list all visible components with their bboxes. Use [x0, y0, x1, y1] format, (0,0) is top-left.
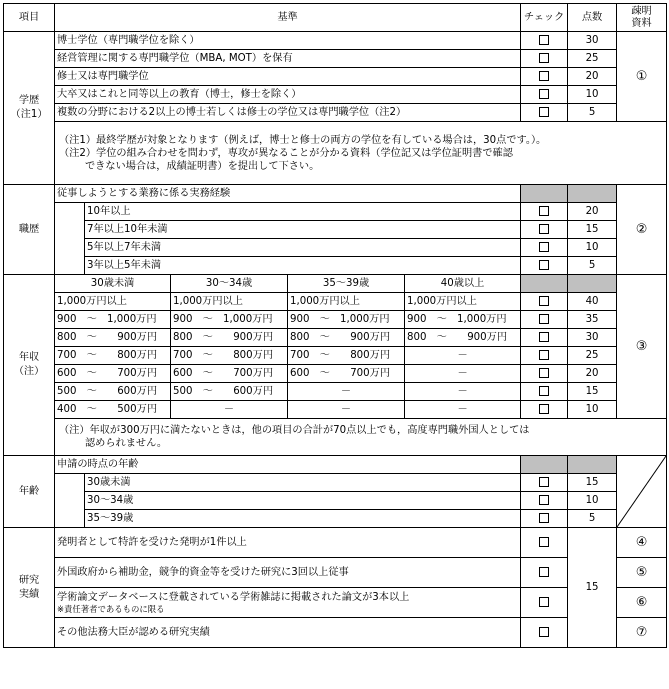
education-note-row: [4, 122, 667, 185]
education-label-line1: 学歴: [18, 95, 40, 106]
education-item: 博士学位（専門職学位を除く）: [55, 32, 521, 50]
career-item: 3年以上5年未満: [85, 257, 521, 275]
income-cell: 900 ～ 1,000万円: [405, 311, 521, 329]
checkbox-icon[interactable]: [539, 107, 549, 117]
income-cell: 800 ～ 900万円: [288, 329, 405, 347]
checkbox-icon[interactable]: [539, 537, 549, 547]
income-age-header: 40歳以上: [405, 275, 521, 293]
income-checkbox[interactable]: [521, 383, 568, 401]
education-points: 5: [568, 104, 617, 122]
income-cell: 900 ～ 1,000万円: [288, 311, 405, 329]
research-checkbox[interactable]: [521, 528, 568, 558]
career-proof: ②: [617, 185, 667, 275]
income-cell: －: [405, 365, 521, 383]
checkbox-icon[interactable]: [539, 71, 549, 81]
age-gray-points: [568, 456, 617, 474]
income-age-header: 35～39歳: [288, 275, 405, 293]
age-item: 30～34歳: [85, 492, 521, 510]
career-label: 職歴: [4, 185, 55, 275]
income-cell: 900 ～ 1,000万円: [171, 311, 288, 329]
income-age-header-row: [4, 275, 667, 293]
income-cell: 1,000万円以上: [171, 293, 288, 311]
income-checkbox[interactable]: [521, 347, 568, 365]
income-cell: 600 ～ 700万円: [288, 365, 405, 383]
header-check: チェック: [521, 4, 568, 32]
research-proof: ⑥: [617, 588, 667, 618]
checkbox-icon[interactable]: [539, 477, 549, 487]
research-checkbox[interactable]: [521, 588, 568, 618]
income-cell: 700 ～ 800万円: [288, 347, 405, 365]
checkbox-icon[interactable]: [539, 597, 549, 607]
income-cell: 600 ～ 700万円: [171, 365, 288, 383]
income-proof: ③: [617, 275, 667, 419]
income-cell: 800 ～ 900万円: [405, 329, 521, 347]
checkbox-icon[interactable]: [539, 296, 549, 306]
checkbox-icon[interactable]: [539, 35, 549, 45]
career-heading: 従事しようとする業務に係る実務経験: [55, 185, 521, 203]
income-checkbox[interactable]: [521, 293, 568, 311]
age-item: 35～39歳: [85, 510, 521, 528]
income-cell: 900 ～ 1,000万円: [55, 311, 171, 329]
research-row: [4, 528, 667, 558]
indent-spacer: [55, 492, 85, 510]
education-points: 20: [568, 68, 617, 86]
header-points: 点数: [568, 4, 617, 32]
income-cell: 600 ～ 700万円: [55, 365, 171, 383]
income-note-line2: 認められません。: [85, 438, 168, 449]
career-row: [4, 221, 667, 239]
income-points: 30: [568, 329, 617, 347]
checkbox-icon[interactable]: [539, 404, 549, 414]
income-row: [4, 347, 667, 365]
income-gray-points: [568, 275, 617, 293]
income-checkbox[interactable]: [521, 311, 568, 329]
checkbox-icon[interactable]: [539, 53, 549, 63]
education-note-line1: （注1）最終学歴が対象となります（例えば，博士と修士の両方の学位を有している場合は，30点です。）。: [59, 134, 547, 146]
checkbox-icon[interactable]: [539, 89, 549, 99]
income-row: [4, 383, 667, 401]
research-proof: ④: [617, 528, 667, 558]
career-points: 5: [568, 257, 617, 275]
income-cell: 500 ～ 600万円: [55, 383, 171, 401]
research-label: [4, 528, 55, 648]
age-row: [4, 474, 667, 492]
career-item: 10年以上: [85, 203, 521, 221]
income-label-line2: （注）: [13, 366, 45, 377]
checkbox-icon[interactable]: [539, 242, 549, 252]
income-row: [4, 293, 667, 311]
income-points: 40: [568, 293, 617, 311]
research-item: 学術論文データベースに登載されている学術雑誌に掲載された論文が3本以上: [57, 591, 410, 603]
income-row: [4, 311, 667, 329]
age-row: [4, 492, 667, 510]
education-note-line3: できない場合は，成績証明書）を提出して下さい。: [85, 160, 320, 172]
research-item-cell: [55, 588, 521, 618]
education-row: [4, 32, 667, 50]
income-cell: 700 ～ 800万円: [55, 347, 171, 365]
career-gray-points: [568, 185, 617, 203]
income-label-line1: 年収: [18, 352, 40, 363]
income-checkbox[interactable]: [521, 401, 568, 419]
income-checkbox[interactable]: [521, 329, 568, 347]
career-heading-row: [4, 185, 667, 203]
research-label-line2: 実績: [18, 588, 40, 600]
indent-spacer: [55, 510, 85, 528]
table-header: [4, 4, 667, 32]
age-label: 年齢: [4, 456, 55, 528]
checkbox-icon[interactable]: [539, 260, 549, 270]
header-criteria: 基準: [55, 4, 521, 32]
income-note-row: [4, 419, 667, 456]
research-item-note: ※責任著者であるものに限る: [57, 603, 165, 614]
age-checkbox[interactable]: [521, 474, 568, 492]
age-row: [4, 510, 667, 528]
checkbox-icon[interactable]: [539, 368, 549, 378]
indent-spacer: [55, 257, 85, 275]
research-label-line1: 研究: [18, 574, 40, 586]
education-checkbox[interactable]: [521, 86, 568, 104]
indent-spacer: [55, 239, 85, 257]
education-note-line2: （注2）学位の組み合わせを問わず，専攻が異なることが分かる資料（学位記又は学位証明書で確認: [59, 147, 513, 159]
education-checkbox[interactable]: [521, 50, 568, 68]
checkbox-icon[interactable]: [539, 206, 549, 216]
age-proof-diagonal: [617, 456, 667, 528]
education-row: [4, 86, 667, 104]
education-item: 大卒又はこれと同等以上の教育（博士，修士を除く）: [55, 86, 521, 104]
education-checkbox[interactable]: [521, 104, 568, 122]
research-proof: ⑤: [617, 558, 667, 588]
income-row: [4, 365, 667, 383]
income-gray-check: [521, 275, 568, 293]
income-cell: －: [405, 383, 521, 401]
education-proof: ①: [617, 32, 667, 122]
income-cell: －: [288, 383, 405, 401]
indent-spacer: [55, 221, 85, 239]
education-checkbox[interactable]: [521, 32, 568, 50]
career-gray-check: [521, 185, 568, 203]
income-row: [4, 329, 667, 347]
education-label: [4, 32, 55, 185]
career-checkbox[interactable]: [521, 257, 568, 275]
education-points: 30: [568, 32, 617, 50]
checkbox-icon[interactable]: [539, 224, 549, 234]
career-points: 15: [568, 221, 617, 239]
education-item: 複数の分野における2以上の博士若しくは修士の学位又は専門職学位（注2）: [55, 104, 521, 122]
points-table: [3, 3, 667, 648]
indent-spacer: [55, 203, 85, 221]
education-label-line2: （注1）: [10, 109, 48, 120]
education-row: [4, 50, 667, 68]
checkbox-icon[interactable]: [539, 350, 549, 360]
age-heading-row: [4, 456, 667, 474]
income-cell: 800 ～ 900万円: [171, 329, 288, 347]
research-item: 発明者として特許を受けた発明が1件以上: [55, 528, 521, 558]
income-points: 10: [568, 401, 617, 419]
header-proof: [617, 4, 667, 32]
education-row: [4, 68, 667, 86]
age-checkbox[interactable]: [521, 510, 568, 528]
checkbox-icon[interactable]: [539, 495, 549, 505]
checkbox-icon[interactable]: [539, 513, 549, 523]
income-age-header: 30歳未満: [55, 275, 171, 293]
education-points: 25: [568, 50, 617, 68]
education-points: 10: [568, 86, 617, 104]
income-cell: 400 ～ 500万円: [55, 401, 171, 419]
research-row: [4, 588, 667, 618]
income-label: [4, 275, 55, 456]
checkbox-icon[interactable]: [539, 567, 549, 577]
income-cell: 1,000万円以上: [288, 293, 405, 311]
indent-spacer: [55, 474, 85, 492]
income-points: 25: [568, 347, 617, 365]
checkbox-icon[interactable]: [539, 314, 549, 324]
income-checkbox[interactable]: [521, 365, 568, 383]
career-checkbox[interactable]: [521, 239, 568, 257]
income-row: [4, 401, 667, 419]
header-proof-line1: 疎明: [631, 5, 652, 17]
checkbox-icon[interactable]: [539, 386, 549, 396]
income-points: 15: [568, 383, 617, 401]
income-points: 35: [568, 311, 617, 329]
income-cell: －: [405, 347, 521, 365]
career-row: [4, 239, 667, 257]
education-row: [4, 104, 667, 122]
career-checkbox[interactable]: [521, 203, 568, 221]
age-checkbox[interactable]: [521, 492, 568, 510]
income-note: [55, 419, 667, 456]
education-item: 修士又は専門職学位: [55, 68, 521, 86]
career-row: [4, 257, 667, 275]
age-gray-check: [521, 456, 568, 474]
education-note: [55, 122, 667, 185]
age-points: 10: [568, 492, 617, 510]
checkbox-icon[interactable]: [539, 627, 549, 637]
research-row: [4, 558, 667, 588]
income-cell: －: [171, 401, 288, 419]
research-checkbox[interactable]: [521, 618, 568, 648]
career-checkbox[interactable]: [521, 221, 568, 239]
income-cell: －: [405, 401, 521, 419]
education-item: 経営管理に関する専門職学位（MBA, MOT）を保有: [55, 50, 521, 68]
age-points: 15: [568, 474, 617, 492]
career-row: [4, 203, 667, 221]
age-item: 30歳未満: [85, 474, 521, 492]
income-cell: 700 ～ 800万円: [171, 347, 288, 365]
income-age-header: 30～34歳: [171, 275, 288, 293]
research-proof: ⑦: [617, 618, 667, 648]
income-points: 20: [568, 365, 617, 383]
income-cell: 500 ～ 600万円: [171, 383, 288, 401]
income-cell: 800 ～ 900万円: [55, 329, 171, 347]
career-points: 10: [568, 239, 617, 257]
research-item: その他法務大臣が認める研究実績: [55, 618, 521, 648]
checkbox-icon[interactable]: [539, 332, 549, 342]
diagonal-slash-icon: [617, 456, 666, 527]
education-checkbox[interactable]: [521, 68, 568, 86]
career-item: 5年以上7年未満: [85, 239, 521, 257]
research-item: 外国政府から補助金，競争的資金等を受けた研究に3回以上従事: [55, 558, 521, 588]
career-points: 20: [568, 203, 617, 221]
income-cell: 1,000万円以上: [405, 293, 521, 311]
income-cell: －: [288, 401, 405, 419]
header-item: 項目: [4, 4, 55, 32]
career-item: 7年以上10年未満: [85, 221, 521, 239]
age-heading: 申請の時点の年齢: [55, 456, 521, 474]
research-row: [4, 618, 667, 648]
income-cell: 1,000万円以上: [55, 293, 171, 311]
age-points: 5: [568, 510, 617, 528]
income-note-line1: （注）年収が300万円に満たないときは，他の項目の合計が70点以上でも，高度専門職外国人としては: [59, 425, 530, 436]
header-proof-line2: 資料: [631, 17, 652, 29]
research-checkbox[interactable]: [521, 558, 568, 588]
research-points: 15: [568, 528, 617, 648]
